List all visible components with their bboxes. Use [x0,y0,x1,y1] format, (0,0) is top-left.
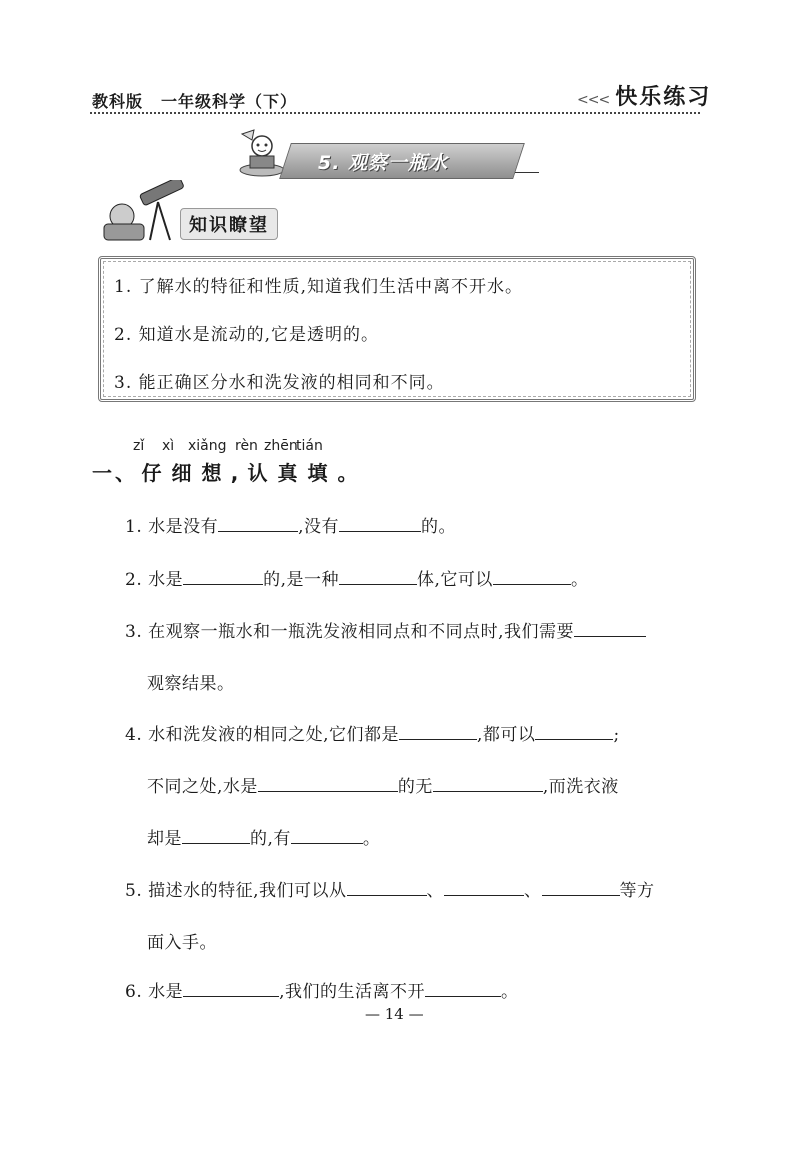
header-divider [90,112,700,114]
question-text: 的,有 [250,829,291,849]
page-number: — 14 — [365,1005,424,1023]
section-char: 仔 [141,461,165,485]
knowledge-title: 知识瞭望 [180,208,278,240]
pinyin: xì [162,438,175,454]
header-edition [92,89,297,112]
section-char: 想 [201,461,225,485]
answer-blank[interactable] [182,825,250,844]
answer-blank[interactable] [542,877,620,896]
question-2 [125,565,588,590]
question-text: 等方 [619,881,655,901]
knowledge-item: 2. 知道水是流动的,它是透明的。 [114,325,380,345]
answer-blank[interactable] [183,978,279,997]
answer-blank[interactable] [339,513,421,532]
question-text: ,而洗衣液 [542,777,619,797]
question-text: 的,是一种 [263,570,340,590]
grade-subject-label: 一年级科学（下） [161,92,298,111]
question-4 [125,720,620,745]
answer-blank[interactable] [433,773,543,792]
section-char: 认 [247,461,271,485]
answer-blank[interactable] [399,721,477,740]
section-char: 填 [307,461,331,485]
question-5 [125,876,655,901]
question-text: 。 [570,570,589,590]
question-text: 。 [501,982,519,1002]
section-char: 真 [277,461,301,485]
answer-blank[interactable] [425,978,501,997]
edition-label: 教科版 [92,92,144,111]
section-char: 细 [171,461,195,485]
answer-blank[interactable] [535,721,613,740]
question-5-cont: 面入手。 [147,933,217,953]
question-text: 、 [524,881,542,901]
answer-blank[interactable] [291,825,363,844]
answer-blank[interactable] [493,566,571,585]
pinyin: zhēn [264,438,298,454]
question-text: 不同之处,水是 [147,777,258,797]
pinyin: rèn [235,438,258,454]
question-text: 的无 [397,777,433,797]
section-prefix: 一、 [92,461,138,485]
question-4-cont [147,824,380,849]
answer-blank[interactable] [258,773,398,792]
brand-title: 快乐练习 [615,85,712,110]
question-text: 、 [426,881,445,901]
answer-blank[interactable] [183,566,263,585]
answer-blank[interactable] [218,513,298,532]
question-text: 4. 水和洗发液的相同之处,它们都是 [125,725,400,745]
question-text: ,我们的生活离不开 [279,982,426,1002]
question-text: 5. 描述水的特征,我们可以从 [125,881,347,901]
banner-underline [515,172,539,173]
answer-blank[interactable] [339,566,417,585]
header-brand [577,80,711,111]
question-text: 3. 在观察一瓶水和一瓶洗发液相同点和不同点时,我们需要 [125,622,575,642]
section-char: , [230,461,242,485]
child-reading-icon [236,126,288,178]
pinyin: tián [296,438,323,454]
question-6 [125,977,519,1002]
question-text: ; [613,725,620,745]
question-3-cont: 观察结果。 [147,674,235,694]
answer-blank[interactable] [574,618,646,637]
question-3 [125,617,646,642]
question-text: 6. 水是 [125,982,184,1002]
question-text: 体,它可以 [417,570,493,590]
question-text: 1. 水是没有 [125,517,219,537]
pinyin: zǐ [133,438,145,454]
question-text: 却是 [147,829,182,849]
question-1 [125,512,456,537]
section-title [92,457,364,486]
knowledge-item: 1. 了解水的特征和性质,知道我们生活中离不开水。 [114,277,524,297]
question-text: 2. 水是 [125,570,184,590]
question-text: ,没有 [298,517,340,537]
question-text: 。 [362,829,381,849]
question-text: ,都可以 [477,725,536,745]
answer-blank[interactable] [444,877,524,896]
answer-blank[interactable] [347,877,427,896]
telescope-icon [100,180,190,244]
chevron-left-icon: <<< [577,92,610,108]
section-char: 。 [337,461,361,485]
knowledge-item: 3. 能正确区分水和洗发液的相同和不同。 [114,373,445,393]
question-text: 的。 [421,517,457,537]
pinyin: xiǎng [188,438,227,454]
question-4-cont [147,772,619,797]
lesson-title: 5. 观察一瓶水 [318,152,449,174]
